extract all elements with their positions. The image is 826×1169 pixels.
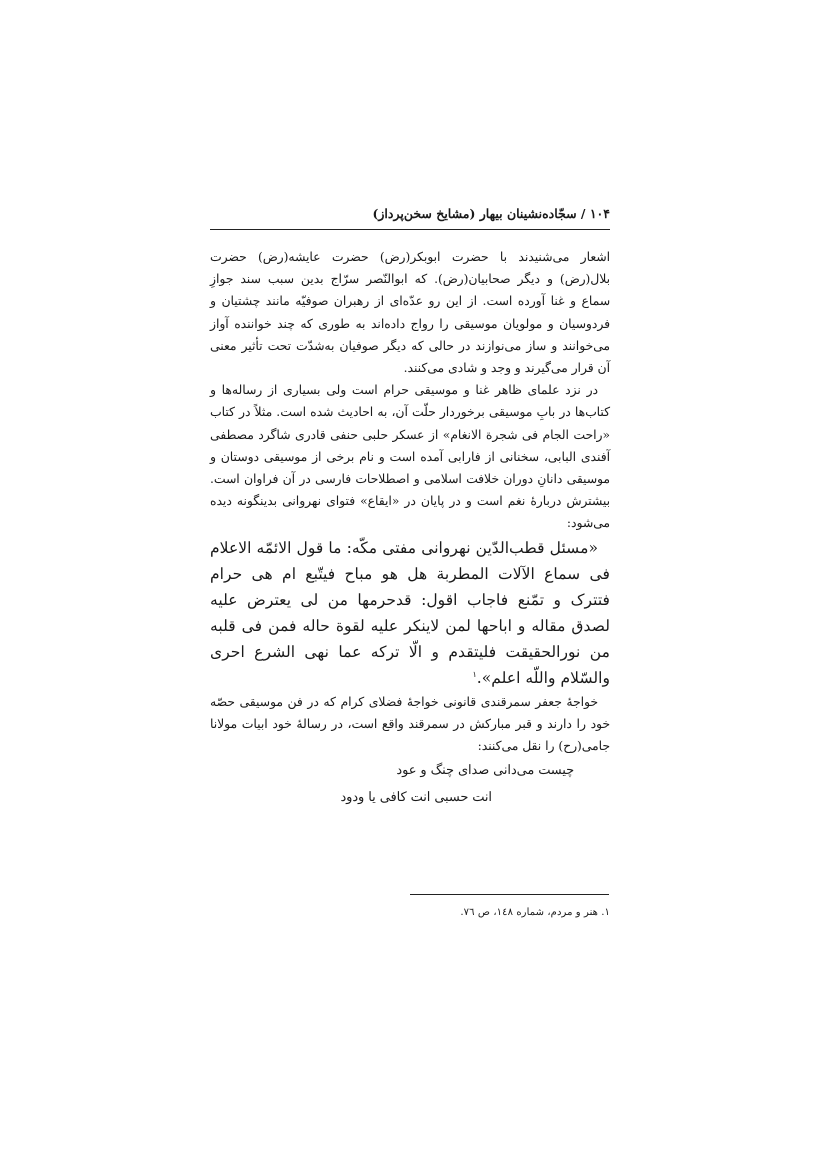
- paragraph-2: در نزد علمای ظاهر غنا و موسیقی حرام است ولی بسیاری از رساله‌ها و کتاب‌ها در بابِ موسیقی برخوردار حلّت آن، به احادیث شده است. مثلاً در کتاب «راحت الجام فی شجرة الانغام» از عسکر حلبی حنفی قادری شاگرد مصطفی آفندی البابی، سخنانی از فارابی آمده است و نام برخی از موسیقی دوستان و موسیقی دانانِ دوران خلافت اسلامی و اصطلاحات فارسی در آن فراوان است. بیشترش دربارهٔ نغم است و در پایان در «ایقاع» فتوای نهروانی بدینگونه دیده می‌شود:: [210, 383, 610, 531]
- verse-line-1: چیست می‌دانی صدای چنگ و عود: [396, 763, 574, 779]
- verse-line-2: انت حسبی انت کافی یا ودود: [340, 790, 492, 806]
- quote-paragraph: [210, 535, 610, 691]
- running-header: ۱۰۴ / سجّاده‌نشینان بیهار (مشایخ سخن‌پرداز): [372, 206, 610, 221]
- body-text: [210, 246, 610, 811]
- quote-text: «مسئل قطب‌الدّین نهروانی مفتی مکّه: ما قول الائمّه الاعلام فی سماع الآلات المطربة هل هو مباح فیتّبع ام هی حرام فتترک و تمّنع فاجاب اقول: قدحرمها من لی یعترض علیه لصدق مقاله و اباحها لمن لاینکر علیه لقوة حاله فمن فی قلبه من نورالحقیقت فلیتقدم و الّا ترکه عما نهی الشرع احری والسّلام واللّه اعلم».: [210, 538, 610, 687]
- footnote-divider: [410, 894, 609, 895]
- footnote-marker: ۱: [472, 669, 477, 679]
- paragraph-4: خواجهٔ جعفر سمرقندی قانونی خواجهٔ فضلای کرام که در فن موسیقی حصّه خود را دارند و قبر مبارکش در سمرقند واقع است، در رسالهٔ خود ابیات مولانا جامی(رح) را نقل می‌کنند:: [210, 694, 610, 754]
- paragraph-1: اشعار می‌شنیدند با حضرت ابوبکر(رض) حضرت عایشه(رض) حضرت بلال(رض) و دیگر صحابیان(رض). که ابوالنّصر سرّاج بدین سبب سند جوازِ سماع و غنا آورده است. از این رو عدّه‌ای از رهبران صوفیّه مانند چشتیان و فردوسیان و مولویان موسیقی را رواج داده‌اند به طوری که چند خواننده آواز می‌خوانند و ساز می‌نوازند در حالی که دیگر صوفیان به‌شدّت تحت تأثیر معنی آن قرار می‌گیرند و وجد و شادی می‌کنند.: [210, 250, 610, 376]
- header-divider: [210, 229, 610, 230]
- footnote: ۱. هنر و مردم، شماره ۱٤۸، ص ۷٦.: [460, 907, 610, 918]
